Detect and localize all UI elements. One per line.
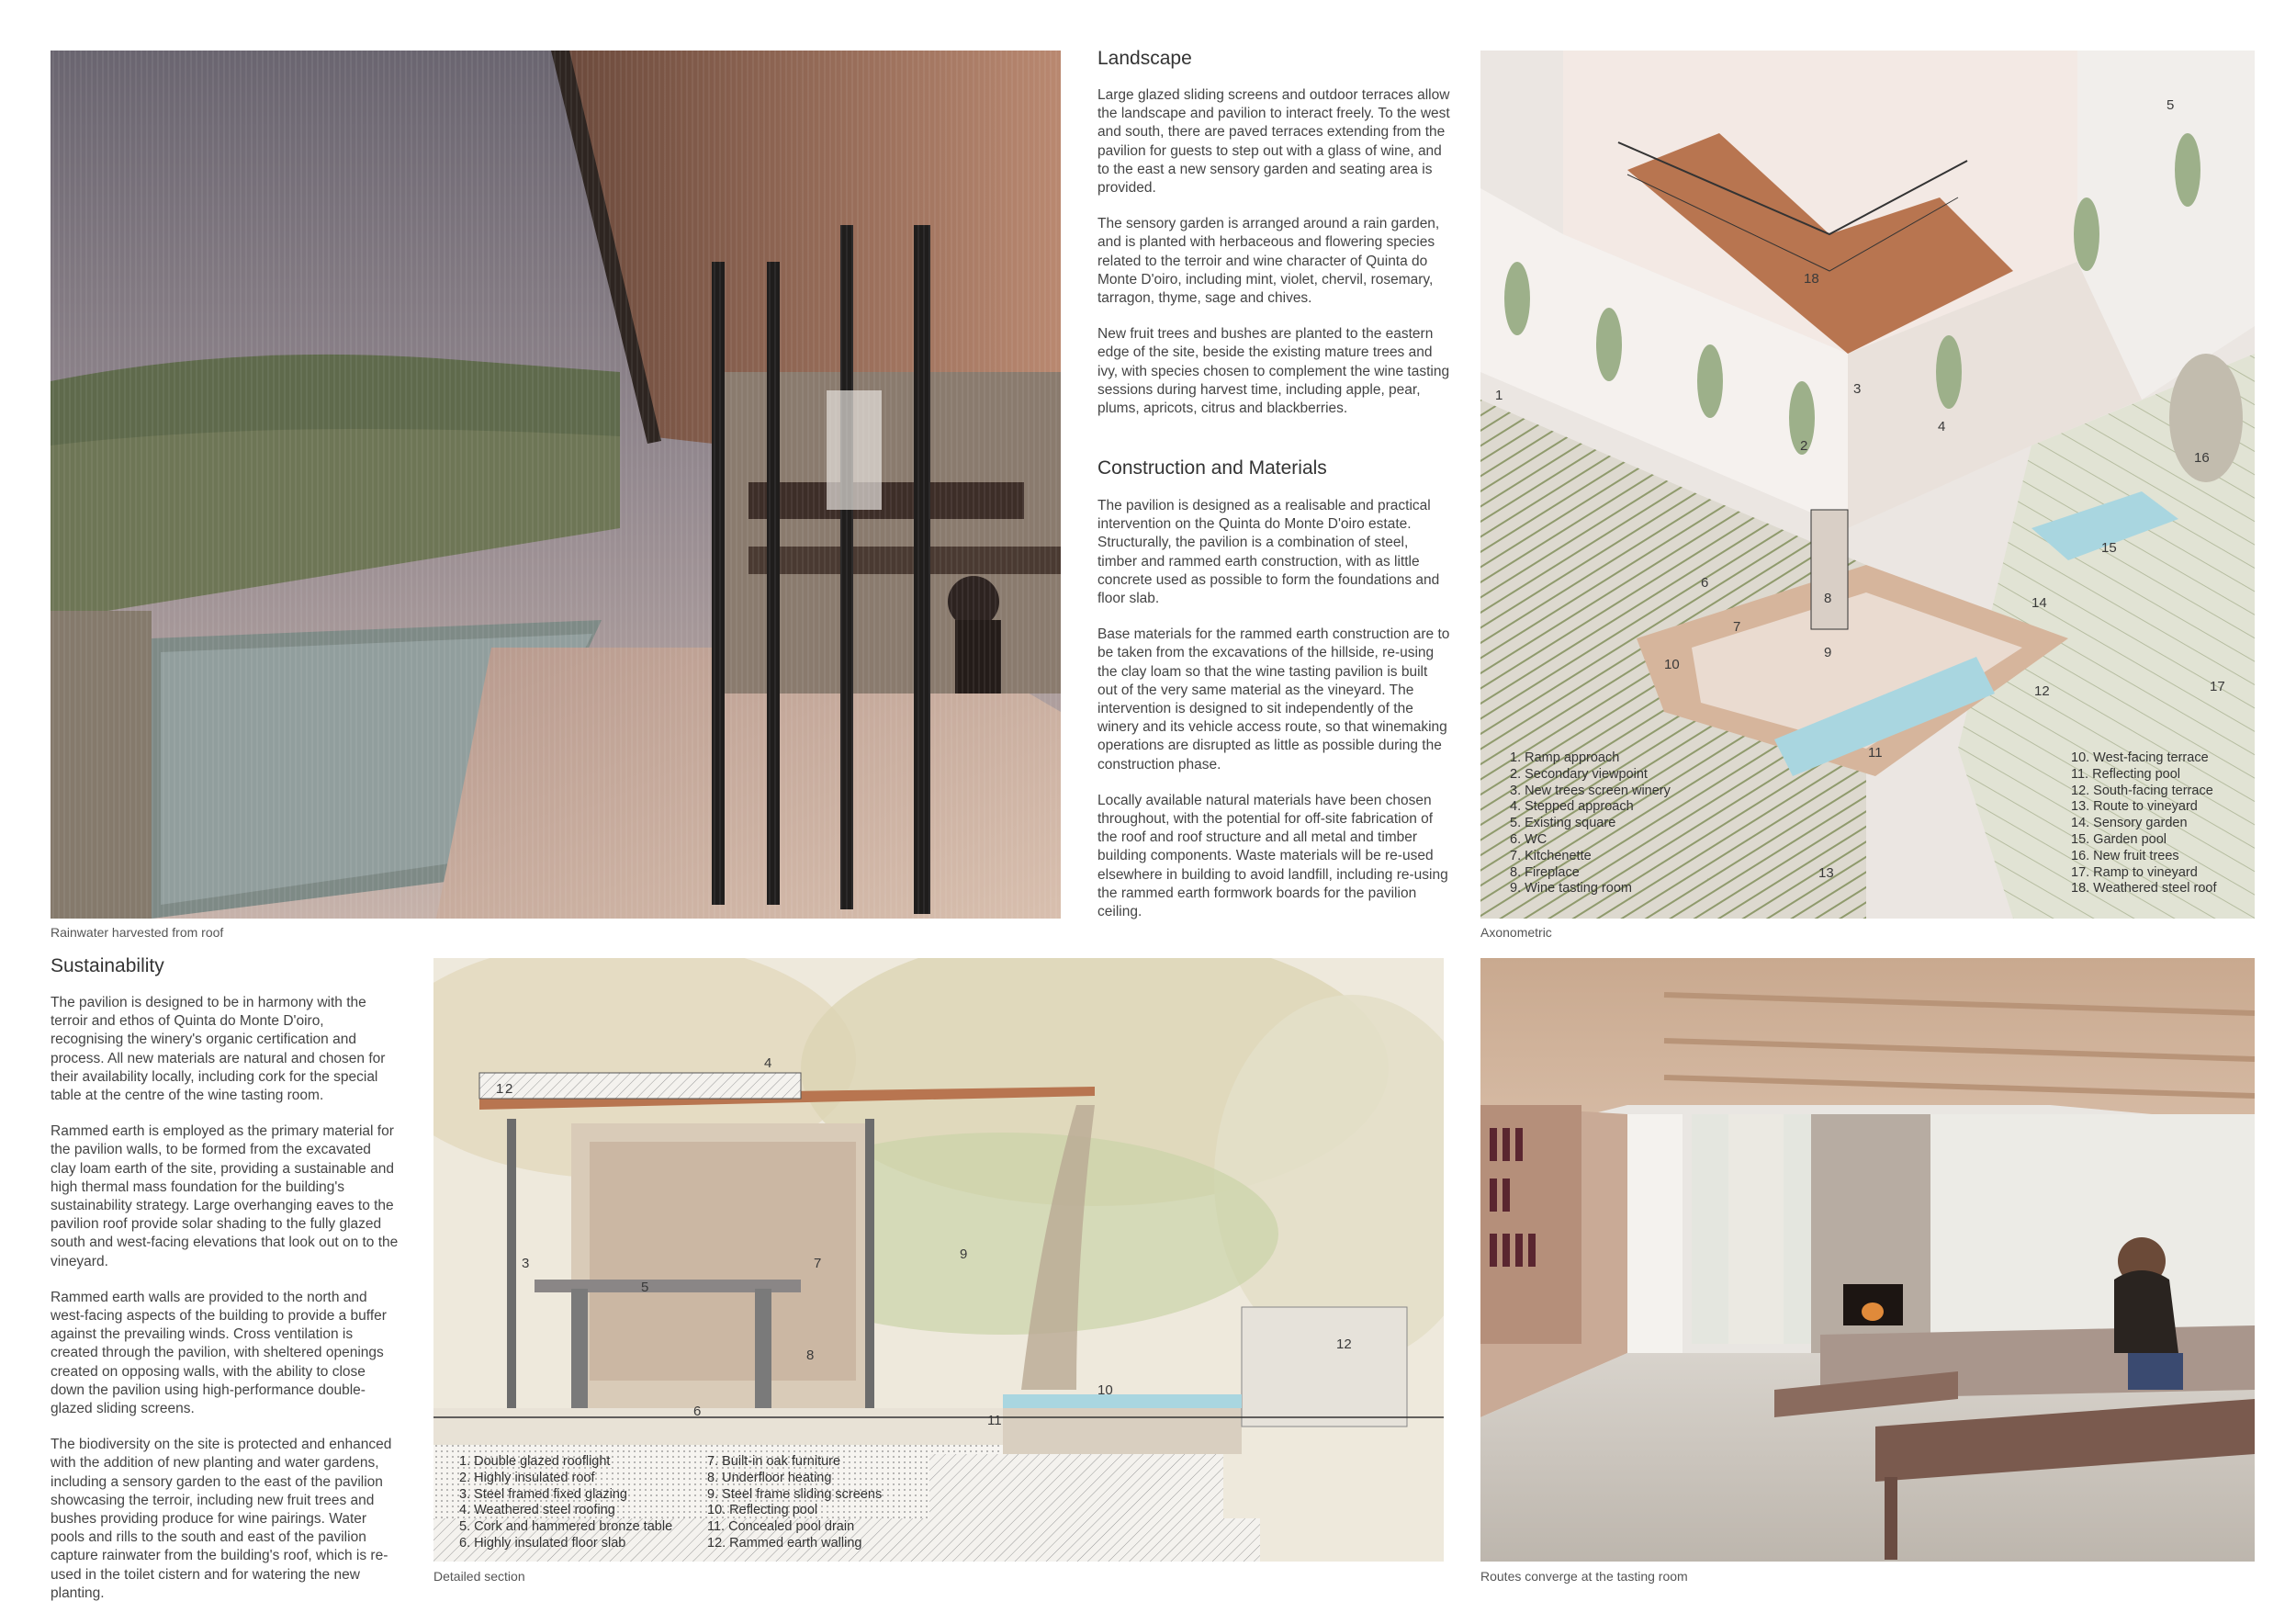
legend-item: 18. Weathered steel roof <box>2071 881 2217 897</box>
section-label-7: 7 <box>814 1256 822 1271</box>
legend-item: 3. New trees screen winery <box>1510 783 1671 798</box>
sustainability-text <box>51 994 400 1620</box>
interior-render-image <box>1480 958 2255 1562</box>
legend-item: 8. Underfloor heating <box>707 1470 832 1485</box>
section-label-3: 3 <box>522 1256 530 1271</box>
axo-label-5: 5 <box>2167 97 2175 113</box>
axo-label-18: 18 <box>1804 271 1819 287</box>
legend-item: 4. Stepped approach <box>1510 799 1634 815</box>
caption-interior: Routes converge at the tasting room <box>1480 1569 1688 1584</box>
axo-legend-right <box>2071 750 2217 897</box>
exterior-render-image <box>51 51 1061 919</box>
legend-item: 6. Highly insulated floor slab <box>459 1535 626 1551</box>
legend-item: 3. Steel framed fixed glazing <box>459 1486 627 1502</box>
legend-item: 5. Existing square <box>1510 816 1616 831</box>
construction-paragraph: Locally available natural materials have been chosen throughout, with the potential for off-site fabrication of the roof and roof structure and all metal and timber building components. Waste materials will be re-used elsewhere in building to avoid landfill, including re-using the rammed earth formwork boards for the pavilion ceiling. <box>1097 792 1448 920</box>
construction-heading: Construction and Materials <box>1097 457 1327 479</box>
legend-item: 1. Ramp approach <box>1510 750 1620 765</box>
section-label-12: 12 <box>1336 1336 1352 1352</box>
legend-item: 10. Reflecting pool <box>707 1503 818 1518</box>
landscape-text <box>1097 86 1451 435</box>
legend-item: 8. Fireplace <box>1510 864 1580 880</box>
legend-item: 15. Garden pool <box>2071 831 2167 847</box>
axo-label-3: 3 <box>1853 381 1862 397</box>
section-label-10: 10 <box>1097 1382 1113 1398</box>
axonometric-drawing <box>1480 51 2255 919</box>
section-label-2: 2 <box>505 1081 513 1097</box>
exterior-render <box>51 51 1061 919</box>
legend-item: 6. WC <box>1510 831 1548 847</box>
axo-label-4: 4 <box>1938 419 1946 434</box>
sustainability-paragraph: The biodiversity on the site is protected and enhanced with the addition of new planting and water gardens, including a sensory garden to the east of the pavilion showcasing the terroir, including new fruit trees and bushes providing produce for wine pairings. Water pools and rills to the south and east of the pavilion capture rainwater from the building's roof, which is re-used in the toilet cistern and for watering the new planting. <box>51 1437 392 1601</box>
construction-text <box>1097 497 1451 939</box>
section-label-8: 8 <box>806 1348 815 1363</box>
sustainability-paragraph: Rammed earth is employed as the primary material for the pavilion walls, to be formed from the excavated clay loam earth of the site, providing a sustainable and high thermal mass foundation for the building's sustainability strategy. Large overhanging eaves to the pavilion roof provide solar shading to the fully glazed south and west-facing elevations that look out on to the vineyard. <box>51 1123 399 1269</box>
legend-item: 13. Route to vineyard <box>2071 799 2198 815</box>
axo-label-17: 17 <box>2210 679 2225 694</box>
axo-label-6: 6 <box>1701 575 1709 591</box>
axo-label-13: 13 <box>1818 865 1834 881</box>
caption-section: Detailed section <box>433 1569 525 1584</box>
legend-item: 2. Highly insulated roof <box>459 1470 595 1485</box>
axo-label-1: 1 <box>1495 388 1503 403</box>
legend-item: 2. Secondary viewpoint <box>1510 766 1648 782</box>
section-label-5: 5 <box>641 1280 649 1295</box>
legend-item: 1. Double glazed rooflight <box>459 1454 611 1469</box>
axo-label-12: 12 <box>2034 683 2050 699</box>
sustainability-paragraph: The pavilion is designed to be in harmony with the terroir and ethos of Quinta do Monte D'oiro, recognising the winery's organic certification and process. All new materials are natural and chosen for their availability locally, including cork for the special table at the centre of the wine tasting room. <box>51 995 386 1104</box>
axo-label-10: 10 <box>1664 657 1680 672</box>
legend-item: 12. Rammed earth walling <box>707 1535 862 1551</box>
legend-item: 16. New fruit trees <box>2071 848 2179 863</box>
legend-item: 12. South-facing terrace <box>2071 783 2213 798</box>
landscape-paragraph: The sensory garden is arranged around a rain garden, and is planted with herbaceous and flowering species related to the terroir and wine character of Quinta do Monte D'oiro, including mint, violet, chervil, rosemary, tarragon, thyme, sage and chives. <box>1097 216 1440 307</box>
legend-item: 10. West-facing terrace <box>2071 750 2209 765</box>
section-label-11: 11 <box>987 1413 1002 1428</box>
legend-item: 11. Concealed pool drain <box>707 1519 855 1535</box>
legend-item: 7. Built-in oak furniture <box>707 1454 841 1469</box>
interior-render <box>1480 958 2255 1562</box>
sustainability-paragraph: Rammed earth walls are provided to the north and west-facing aspects of the building to provide a buffer against the prevailing winds. Cross ventilation is created through the pavilion, with sheltered openings created on opposing walls, with the ability to close down the pavilion using high-performance double-glazed sliding screens. <box>51 1289 387 1417</box>
section-label-1: 1 <box>496 1081 504 1097</box>
axo-label-8: 8 <box>1824 591 1832 606</box>
landscape-paragraph: Large glazed sliding screens and outdoor terraces allow the landscape and pavilion to interact freely. To the west and south, there are paved terraces extending from the pavilion for guests to step out with a glass of wine, and to the east a new sensory garden and seating area is provided. <box>1097 87 1450 197</box>
axo-label-11: 11 <box>1868 745 1883 761</box>
legend-item: 9. Steel frame sliding screens <box>707 1486 883 1502</box>
legend-item: 4. Weathered steel roofing <box>459 1503 615 1518</box>
caption-exterior: Rainwater harvested from roof <box>51 925 224 940</box>
legend-item: 14. Sensory garden <box>2071 816 2188 831</box>
section-legend-right <box>707 1454 882 1552</box>
legend-item: 17. Ramp to vineyard <box>2071 864 2198 880</box>
caption-axonometric: Axonometric <box>1480 925 1552 940</box>
axo-label-9: 9 <box>1824 645 1832 660</box>
legend-item: 11. Reflecting pool <box>2071 766 2181 782</box>
legend-item: 5. Cork and hammered bronze table <box>459 1519 673 1535</box>
section-label-6: 6 <box>693 1404 702 1419</box>
section-legend-left <box>459 1454 672 1552</box>
axo-legend-left <box>1510 750 1671 897</box>
axo-label-14: 14 <box>2032 595 2047 611</box>
section-label-9: 9 <box>960 1246 968 1262</box>
axo-label-2: 2 <box>1800 438 1808 454</box>
construction-paragraph: Base materials for the rammed earth construction are to be taken from the excavations of the hillside, re-using the clay loam so that the wine tasting pavilion is built out of the very same material as the vineyard. The intervention is designed to sit independently of the winery and its vehicle access route, so that winemaking operations are disrupted as little as possible during the construction phase. <box>1097 626 1450 773</box>
axo-label-7: 7 <box>1733 619 1741 635</box>
axo-label-15: 15 <box>2101 540 2117 556</box>
landscape-paragraph: New fruit trees and bushes are planted to the eastern edge of the site, beside the existing mature trees and ivy, with species chosen to complement the wine tasting sessions during harvest time, including apple, pear, plums, apricots, citrus and blackberries. <box>1097 326 1450 417</box>
construction-paragraph: The pavilion is designed as a realisable and practical intervention on the Quinta do Monte D'oiro estate. Structurally, the pavilion is a combination of steel, timber and rammed earth construction, with as little concrete used as possible to form the foundations and floor slab. <box>1097 498 1440 607</box>
detailed-section <box>433 958 1444 1562</box>
axo-label-16: 16 <box>2194 450 2210 466</box>
section-label-4: 4 <box>764 1055 772 1071</box>
sustainability-heading: Sustainability <box>51 955 164 976</box>
legend-item: 9. Wine tasting room <box>1510 881 1632 897</box>
landscape-heading: Landscape <box>1097 48 1192 69</box>
legend-item: 7. Kitchenette <box>1510 848 1592 863</box>
